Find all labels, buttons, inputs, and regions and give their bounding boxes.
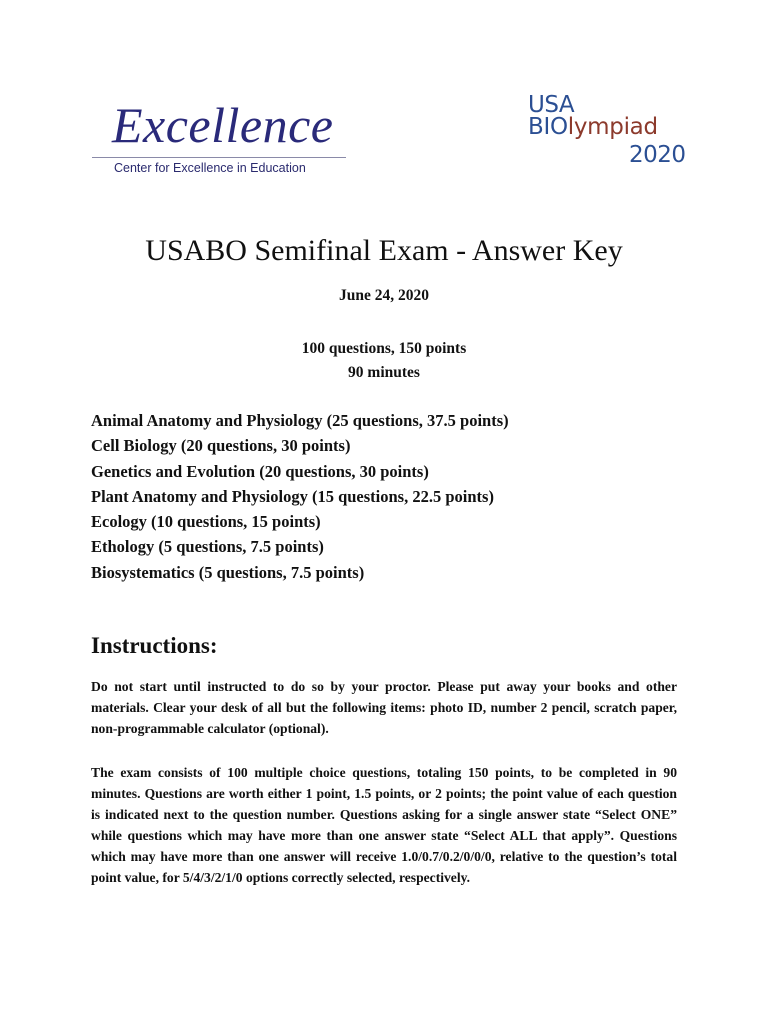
logo-year-text: 2020: [629, 142, 686, 168]
duration-line: 90 minutes: [348, 364, 420, 381]
logo-tagline: Center for Excellence in Education: [114, 161, 306, 175]
instructions-paragraph: Do not start until instructed to do so by your proctor. Please put away your books and other materials. Clear your desk of all but the following items: photo ID, number 2 pencil, scratch paper, non-programmable calculator (optional).: [91, 679, 677, 736]
logo-biolympiad-row: [528, 114, 658, 140]
document-title: USABO Semifinal Exam - Answer Key: [145, 234, 623, 267]
section-item: Ethology (5 questions, 7.5 points): [91, 537, 324, 557]
section-item: Biosystematics (5 questions, 7.5 points): [91, 562, 365, 582]
logo-divider: [92, 157, 346, 158]
section-item: Genetics and Evolution (20 questions, 30 points): [91, 461, 429, 481]
usa-biolympiad-logo: [528, 92, 686, 176]
exam-summary: [0, 337, 768, 385]
logo-bio-text: BIO: [528, 114, 568, 140]
questions-points-line: 100 questions, 150 points: [301, 340, 467, 357]
section-item: Cell Biology (20 questions, 30 points): [91, 436, 351, 456]
section-item: Ecology (10 questions, 15 points): [91, 512, 321, 532]
logo-lympiad-text: lympiad: [567, 114, 658, 140]
instructions-paragraph: The exam consists of 100 multiple choice questions, totaling 150 points, to be completed in 90 minutes. Questions are worth either 1 point, 1.5 points, or 2 points; the point value of each question is indicated next to the question number. Questions asking for a single answer state “Select ONE” while questions which may have more than one answer state “Select ALL that apply”. Questions which may have more than one answer will receive 1.0/0.7/0.2/0/0/0, relative to the question’s total point value, for 5/4/3/2/1/0 options correctly selected, respectively.: [91, 765, 677, 885]
section-list: [91, 408, 509, 585]
exam-date: June 24, 2020: [339, 287, 429, 304]
section-item: Animal Anatomy and Physiology (25 questions, 37.5 points): [91, 411, 509, 430]
section-item: Plant Anatomy and Physiology (15 questions, 22.5 points): [91, 486, 494, 506]
cee-logo: [92, 96, 347, 182]
logo-usa-text: USA: [528, 92, 575, 118]
logo-wordmark: Excellence: [112, 97, 334, 153]
instructions-heading: Instructions:: [91, 633, 218, 658]
